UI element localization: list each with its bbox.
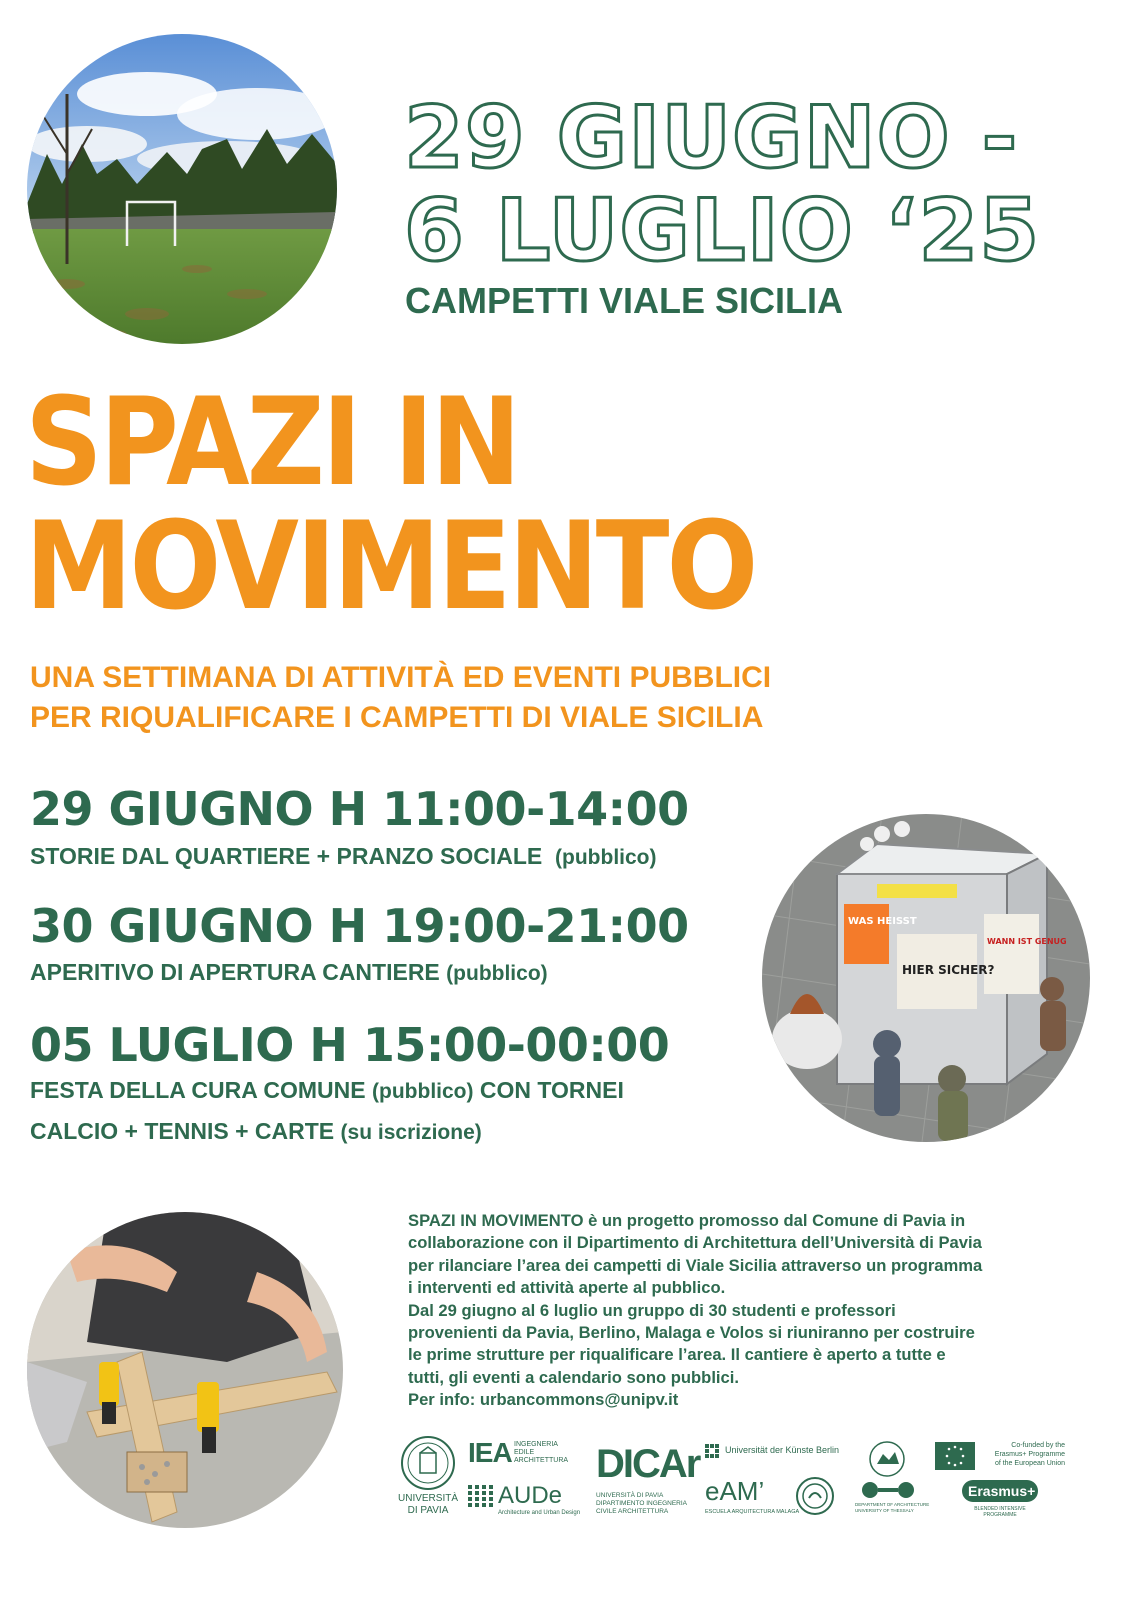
workshop-photo: [27, 1212, 343, 1528]
event-3-desc-b: CON TORNEI: [479, 1077, 624, 1103]
aude-sub: Architecture and Urban Design: [498, 1510, 581, 1516]
subtitle-line1: UNA SETTIMANA DI ATTIVITÀ ED EVENTI PUBBLICI: [30, 661, 772, 694]
event-3-desc-a: FESTA DELLA CURA COMUNE: [30, 1077, 366, 1103]
thessaly-sub1: DEPARTMENT OF ARCHITECTURE: [855, 1502, 930, 1507]
thessaly-seal-icon: [865, 1440, 909, 1478]
iea-mark-icon: IEA: [468, 1437, 512, 1468]
udk-grid-icon: [705, 1444, 719, 1458]
event-2-desc: APERITIVO DI APERTURA CANTIERE: [30, 959, 440, 985]
bip-line1: BLENDED INTENSIVE: [974, 1506, 1026, 1512]
description-line: tutti, gli eventi a calendario sono pubblici.: [408, 1367, 739, 1387]
project-description: [408, 1210, 1108, 1412]
dicar-logo: [596, 1440, 700, 1524]
description-line: SPAZI IN MOVIMENTO è un progetto promosso dal Comune di Pavia in: [408, 1211, 966, 1230]
event-3-description-line2: [30, 1113, 482, 1151]
eu-flag-icon: [935, 1442, 975, 1470]
eu-line1: Co-funded by the: [1011, 1442, 1065, 1449]
eam-mark: eAM’: [705, 1476, 765, 1506]
contact-line: Per info: urbancommons@unipv.it: [408, 1390, 679, 1410]
description-line: collaborazione con il Dipartimento di Architettura dell’Università di Pavia: [408, 1233, 982, 1253]
eu-cofunded-logo: [935, 1440, 1075, 1474]
subtitle: [30, 658, 771, 738]
iea-line2: EDILE: [514, 1449, 535, 1456]
thessaly-logo: [855, 1440, 930, 1520]
description-line: i interventi ed attività aperte al pubblico.: [408, 1278, 726, 1298]
unipv-label: UNIVERSITÀ DI PAVIA: [398, 1493, 459, 1516]
booth-sign-3: WANN IST GENUG: [987, 937, 1067, 946]
erasmus-label: Erasmus+: [968, 1483, 1036, 1499]
subtitle-line2: PER RIQUALIFICARE I CAMPETTI DI VIALE SICILIA: [30, 701, 764, 734]
description-line: per rilanciare l’area dei campetti di Viale Sicilia attraverso un programma: [408, 1255, 983, 1275]
dicar-sub1: UNIVERSITÀ DI PAVIA: [596, 1492, 664, 1499]
unipv-seal-icon: [400, 1435, 456, 1491]
title-line1: SPAZI IN: [25, 372, 519, 513]
iea-line3: ARCHITETTURA: [514, 1457, 569, 1464]
event-1-desc: STORIE DAL QUARTIERE + PRANZO SOCIALE: [30, 843, 543, 869]
dicar-sub3: CIVILE ARCHITETTURA: [596, 1508, 669, 1515]
event-1-description: [30, 838, 657, 876]
date-range-line1: 29 GIUGNO -: [404, 88, 1019, 188]
dicar-mark: DICAr: [596, 1442, 700, 1486]
eu-text: [977, 1441, 1065, 1468]
dicar-sub: [596, 1492, 687, 1516]
event-3-heading: 05 LUGLIO H 15:00-00:00: [30, 1018, 670, 1072]
unipv-logo: [398, 1435, 458, 1527]
description-line: provenienti da Pavia, Berlino, Malaga e Volos si riuniranno per costruire: [408, 1323, 975, 1343]
eu-line2: Erasmus+ Programme: [994, 1451, 1065, 1458]
aude-label: AUDe: [498, 1482, 563, 1509]
booth-photo: [762, 814, 1090, 1142]
thessaly-sub2: UNIVERSITY OF THESSALY: [855, 1508, 914, 1513]
booth-sign-1: WAS HEISST: [848, 916, 917, 927]
title-line2: MOVIMENTO: [25, 496, 756, 637]
date-range-line2: 6 LUGLIO ‘25: [404, 181, 1041, 281]
event-3-note-c: (su iscrizione): [340, 1121, 482, 1144]
event-3-note-a: (pubblico): [372, 1080, 474, 1103]
erasmus-logo: [962, 1480, 1042, 1524]
eu-line3: of the European Union: [994, 1460, 1065, 1467]
eam-sub: ESCUELA ARQUITECTURA MALAGA: [705, 1509, 800, 1515]
iea-text: [514, 1441, 568, 1465]
iea-logo: [468, 1437, 588, 1477]
thessaly-sub: [855, 1502, 929, 1514]
booth-sign-2: HIER SICHER?: [902, 963, 995, 977]
udk-label: Universität der Künste Berlin: [725, 1445, 840, 1455]
event-1-note: (pubblico): [555, 846, 657, 869]
thessaly-dots-icon: [858, 1480, 918, 1500]
bip-text: [964, 1506, 1036, 1518]
event-2-heading: 30 GIUGNO H 19:00-21:00: [30, 899, 689, 953]
event-1-heading: 29 GIUGNO H 11:00-14:00: [30, 782, 689, 836]
field-photo: [27, 34, 337, 344]
eam-logo: [705, 1476, 800, 1520]
description-line: le prime strutture per riqualificare l’area. Il cantiere è aperto a tutte e: [408, 1345, 946, 1365]
venue: CAMPETTI VIALE SICILIA: [405, 280, 844, 321]
dicar-sub2: DIPARTIMENTO INGEGNERIA: [596, 1500, 688, 1507]
description-line: Dal 29 giugno al 6 luglio un gruppo di 30 studenti e professori: [408, 1300, 896, 1320]
event-2-note: (pubblico): [446, 962, 548, 985]
iea-line1: INGEGNERIA: [514, 1441, 558, 1448]
aude-grid-icon: [468, 1485, 494, 1507]
malaga-seal-icon: [795, 1476, 835, 1516]
event-2-description: [30, 954, 548, 992]
udk-logo: [705, 1443, 855, 1463]
bip-line2: PROGRAMME: [983, 1512, 1017, 1518]
event-3-description-line1: [30, 1072, 624, 1110]
aude-logo: [468, 1482, 588, 1522]
event-3-desc-c: CALCIO + TENNIS + CARTE: [30, 1118, 335, 1144]
